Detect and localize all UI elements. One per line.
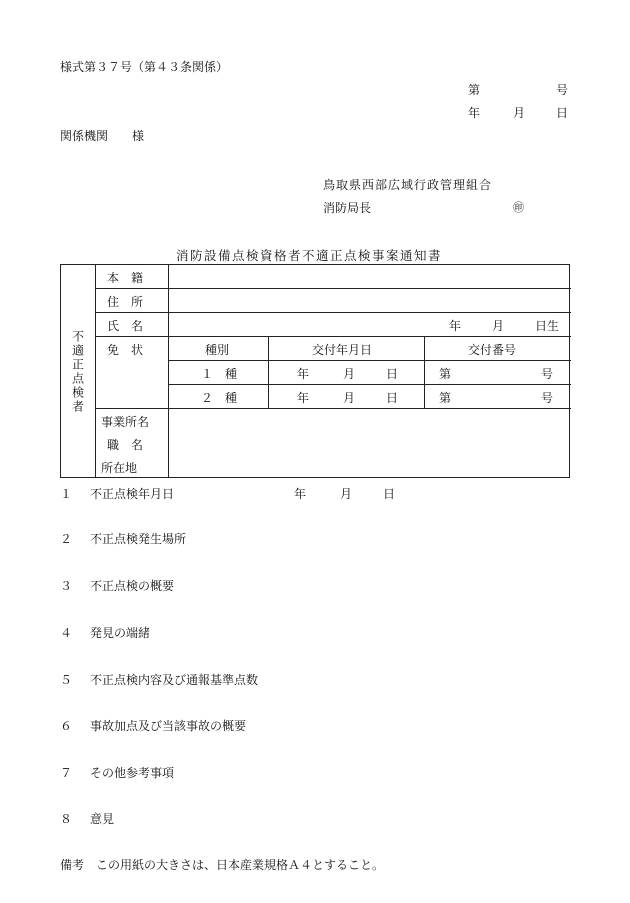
item-7: ７ その他参考事項 (60, 766, 175, 780)
license-type-2: ２ 種 (201, 391, 238, 405)
issue-no-suffix-2: 号 (541, 391, 554, 405)
item-2: ２ 不正点検発生場所 (60, 532, 187, 546)
item-1-day: 日 (383, 487, 396, 501)
position-label: 職 名 (107, 438, 144, 452)
birth-day: 日生 (535, 319, 560, 333)
document-title: 消防設備点検資格者不適正点検事案通知書 (176, 248, 443, 263)
license-label: 免 状 (107, 343, 144, 357)
date-year: 年 (468, 106, 481, 120)
col-issue-date: 交付年月日 (312, 343, 373, 357)
birth-year: 年 (449, 319, 462, 333)
issue-year-2: 年 (297, 391, 310, 405)
date-month: 月 (513, 106, 526, 120)
seal-mark: ㊞ (513, 201, 524, 214)
name-label: 氏 名 (107, 319, 144, 333)
registry-label: 本 籍 (107, 271, 144, 285)
issue-day-2: 日 (386, 391, 399, 405)
item-6: ６ 事故加点及び当該事故の概要 (60, 719, 247, 733)
issue-day-1: 日 (386, 367, 399, 381)
item-3: ３ 不正点検の概要 (60, 579, 175, 593)
col-issue-no: 交付番号 (468, 343, 517, 357)
organization-name: 鳥取県西部広域行政管理組合 (323, 178, 493, 192)
remarks-note: 備考 この用紙の大きさは、日本産業規格Ａ４とすること。 (60, 858, 385, 872)
recipient: 関係機関 様 (60, 129, 145, 143)
issue-no-prefix-2: 第 (439, 391, 452, 405)
office-name-label: 事業所名 (101, 415, 150, 429)
birth-month: 月 (492, 319, 505, 333)
item-8: ８ 意見 (60, 812, 115, 826)
number-prefix: 第 (468, 83, 481, 97)
issue-no-suffix-1: 号 (541, 367, 554, 381)
number-suffix: 号 (555, 83, 568, 97)
issue-year-1: 年 (297, 367, 310, 381)
item-5: ５ 不正点検内容及び通報基準点数 (60, 673, 259, 687)
col-type: 種別 (205, 343, 230, 357)
document-number (468, 81, 568, 98)
office-address-label: 所在地 (101, 461, 138, 475)
item-1-month: 月 (340, 487, 353, 501)
chief-title: 消防局長 (323, 201, 372, 215)
item-1: １ 不正点検年月日 (60, 487, 175, 501)
license-type-1: １ 種 (201, 367, 238, 381)
item-1-year: 年 (294, 487, 307, 501)
document-date (468, 104, 568, 121)
date-day: 日 (555, 106, 568, 120)
item-4: ４ 発見の端緒 (60, 626, 151, 640)
form-reference: 様式第３７号（第４３条関係） (60, 60, 229, 74)
inspector-side-label: 不適正点検者 (70, 330, 85, 414)
issue-month-1: 月 (343, 367, 356, 381)
issue-month-2: 月 (343, 391, 356, 405)
address-label: 住 所 (107, 295, 144, 309)
inspector-table (60, 264, 570, 478)
issue-no-prefix-1: 第 (439, 367, 452, 381)
